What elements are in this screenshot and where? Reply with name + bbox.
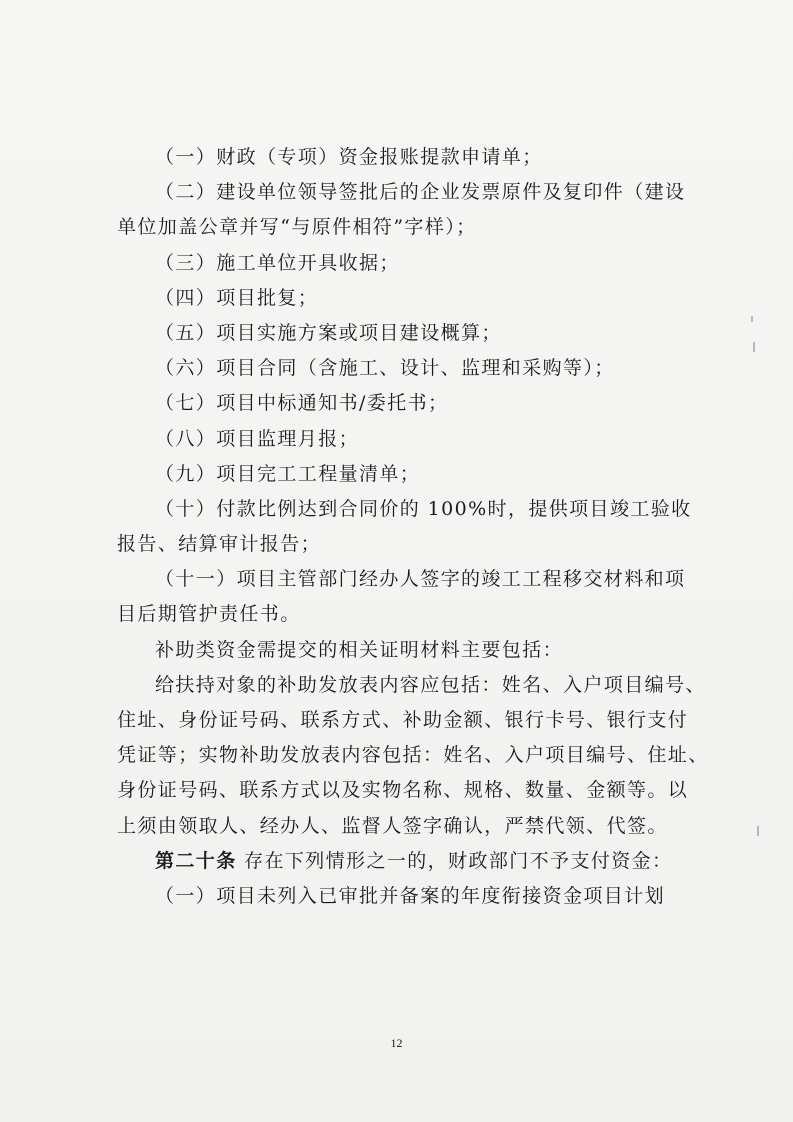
text-line: （三）施工单位开具收据；	[155, 251, 400, 274]
text-line: 上须由领取人、经办人、监督人签字确认，严禁代领、代签。	[117, 814, 668, 837]
text-line: 单位加盖公章并写“与原件相符”字样）；	[117, 216, 477, 239]
scan-mark	[753, 342, 755, 352]
text-line: 给扶持对象的补助发放表内容应包括：姓名、入户项目编号、	[155, 673, 706, 696]
text-line: 目后期管护责任书。	[117, 603, 301, 626]
scan-mark	[751, 316, 753, 322]
body-text	[117, 140, 709, 914]
text-line: （四）项目批复；	[155, 286, 319, 309]
text-line: （八）项目监理月报；	[155, 427, 360, 450]
text-line: （五）项目实施方案或项目建设概算；	[155, 321, 502, 344]
article-line	[117, 844, 697, 879]
text-line: （二）建设单位领导签批后的企业发票原件及复印件（建设	[155, 181, 686, 204]
last-line: （一）项目未列入已审批并备案的年度衔接资金项目计划	[155, 884, 666, 907]
text-line: 补助类资金需提交的相关证明材料主要包括：	[155, 638, 564, 661]
text-line: （十一）项目主管部门经办人签字的竣工工程移交材料和项	[155, 568, 686, 591]
article-text: 存在下列情形之一的，财政部门不予支付资金：	[236, 849, 673, 872]
text-line: 报告、结算审计报告；	[117, 533, 322, 556]
text-line: 凭证等；实物补助发放表内容包括：姓名、入户项目编号、住址、	[117, 744, 709, 767]
text-line: （九）项目完工工程量清单；	[155, 462, 421, 485]
article-label: 第二十条	[155, 849, 237, 872]
text-line: （一）财政（专项）资金报账提款申请单；	[155, 146, 543, 168]
scan-mark	[757, 826, 759, 836]
text-line: 身份证号码、联系方式以及实物名称、规格、数量、金额等。以	[117, 779, 689, 802]
text-line: （六）项目合同（含施工、设计、监理和采购等）；	[155, 357, 615, 380]
text-line: （十）付款比例达到合同价的 100%时，提供项目竣工验收	[155, 497, 692, 520]
text-line: 住址、身份证号码、联系方式、补助金额、银行卡号、银行支付	[117, 709, 689, 731]
text-line: （七）项目中标通知书/委托书；	[155, 392, 449, 415]
page-number: 12	[390, 1036, 403, 1050]
paragraph-lines	[117, 140, 709, 844]
